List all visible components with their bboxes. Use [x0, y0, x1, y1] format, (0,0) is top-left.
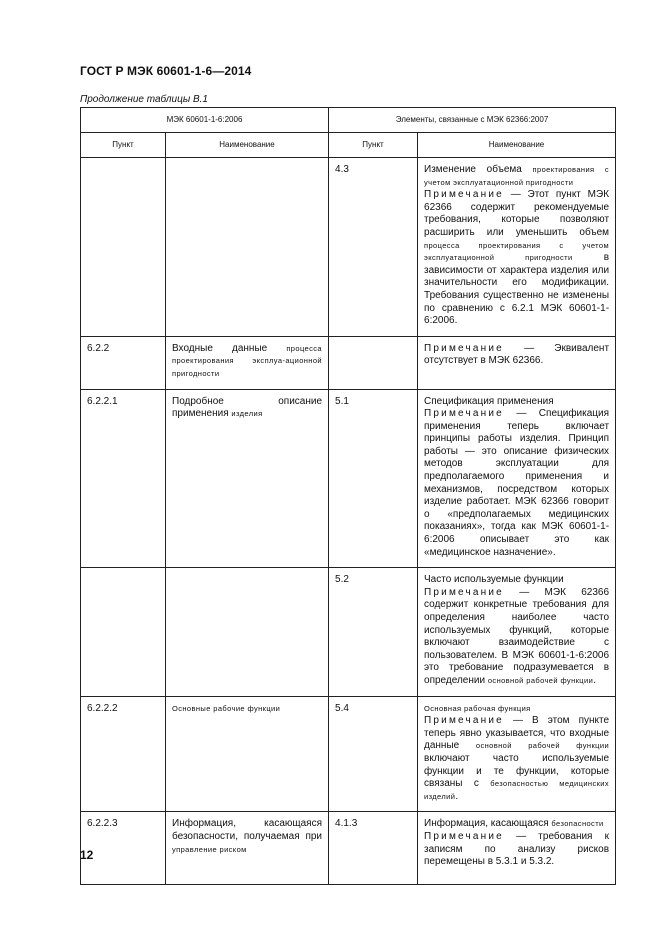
right-title-term: Основная рабочая функция [424, 703, 531, 713]
right-clause-cell: 5.2 [329, 568, 418, 696]
right-title: Изменение объема [424, 164, 522, 175]
left-clause-cell: 6.2.2.1 [81, 389, 166, 568]
note-text: — требования к записям по анализу рисков перемещены в 5.3.1 и 5.3.2. [424, 830, 610, 868]
note-text: — В этом пункте теперь явно указывается, что входные данные [424, 715, 610, 752]
left-name-cell [166, 696, 329, 812]
note-label: Примечание [424, 586, 504, 598]
right-clause-cell: 4.3 [329, 158, 418, 337]
right-clause-cell: 5.1 [329, 389, 418, 568]
right-clause-cell [329, 336, 418, 389]
note-term: основной рабочей функции [487, 675, 594, 685]
table-row [81, 389, 616, 568]
table-row [81, 158, 616, 337]
left-name-cell [166, 389, 329, 568]
right-name-cell [418, 812, 616, 885]
left-clause-cell [81, 568, 166, 696]
note-text: — Спецификация применения теперь включает принципы работы изделия. Принцип работы — это описание физических методов эксплуатации для предполагаемого применения и механизмов, посредством которых изделие работает. МЭК 62366 говорит о «предполагаемых медицинских показаниях», тогда как МЭК 60601-1-6:2006 описывает это как «медицинское назначение». [424, 408, 610, 558]
left-name-term: процесса проектирования эксплуа-ационной пригодности [172, 343, 323, 378]
document-title: ГОСТ Р МЭК 60601-1-6—2014 [80, 64, 252, 78]
right-title: Спецификация применения [424, 395, 554, 407]
col-header-clause-left: Пункт [81, 133, 166, 158]
left-clause-cell: 6.2.2 [81, 336, 166, 389]
left-name-cell [166, 158, 329, 337]
right-title-term: проектирования с учетом эксплуатационной пригодности [424, 165, 610, 187]
note-term: процесса проектирования с учетом эксплуатационной пригодности [424, 240, 610, 263]
right-name-cell [418, 336, 616, 389]
table-row [81, 812, 616, 885]
note-label: Примечание [424, 342, 504, 354]
note-text: — МЭК 62366 содержит конкретные требования для определения наиболее часто используемых функций, которые включают взаимодействие с пользователем. В МЭК 60601-1-6:2006 это требование подразумевается в определении [424, 586, 610, 686]
table-row [81, 568, 616, 696]
left-name: Входные данные [172, 342, 268, 354]
left-name-term: изделия [231, 409, 263, 419]
left-name-cell [166, 568, 329, 696]
right-name-cell [418, 696, 616, 812]
right-title-term: безопасности [551, 819, 604, 829]
note-term-2: безопасностью медицинских изделий [424, 779, 610, 801]
left-name: Подробное описание применения [172, 395, 323, 420]
note-text: — Эквивалент отсутствует в МЭК 62366. [424, 342, 610, 367]
right-name-cell [418, 568, 616, 696]
left-clause-cell: 6.2.2.2 [81, 696, 166, 812]
left-name-term: Основные рабочие функции [172, 703, 281, 713]
col-header-clause-right: Пункт [329, 133, 418, 158]
left-clause-cell: 6.2.2.3 [81, 812, 166, 885]
group-header-right: Элементы, связанные с МЭК 62366:2007 [329, 108, 616, 133]
table-group-header-row [81, 108, 616, 133]
correspondence-table [80, 107, 616, 885]
right-title: Информация, касающаяся [424, 818, 549, 830]
note-text-end: . [455, 790, 459, 802]
right-name-cell [418, 389, 616, 568]
table-row [81, 336, 616, 389]
note-label: Примечание [424, 189, 504, 201]
left-name-cell [166, 812, 329, 885]
note-text-continued: в зависимости от характера изделия или значительности его модификации. Требования существенно не изменены по сравнению с 6.2.1 МЭК 60601-1-6:2006. [424, 252, 610, 327]
table-row [81, 696, 616, 812]
note-text: — Этот пункт МЭК 62366 содержит рекомендуемые требования, которые позволяют расширить или уменьшить объем [424, 189, 610, 238]
note-term: основной рабочей функции [475, 741, 610, 751]
page-number: 12 [80, 848, 94, 862]
left-clause-cell [81, 158, 166, 337]
left-name-term: управление риском [172, 844, 247, 854]
table-column-header-row [81, 133, 616, 158]
left-name: Информация, касающаяся безопасности, получаемая при [172, 818, 323, 842]
note-label: Примечание [424, 715, 504, 727]
right-clause-cell: 4.1.3 [329, 812, 418, 885]
col-header-name-right: Наименование [418, 133, 616, 158]
right-title: Часто используемые функции [424, 574, 564, 586]
right-clause-cell: 5.4 [329, 696, 418, 812]
note-label: Примечание [424, 408, 504, 420]
note-text-continued: включают часто используемые функции и те функции, которые связаны с [424, 752, 610, 790]
note-label: Примечание [424, 830, 504, 842]
col-header-name-left: Наименование [166, 133, 329, 158]
right-name-cell [418, 158, 616, 337]
left-name-cell [166, 336, 329, 389]
group-header-left: МЭК 60601-1-6:2006 [81, 108, 329, 133]
table-continuation-caption: Продолжение таблицы В.1 [80, 94, 208, 105]
note-text-continued: . [593, 674, 596, 686]
